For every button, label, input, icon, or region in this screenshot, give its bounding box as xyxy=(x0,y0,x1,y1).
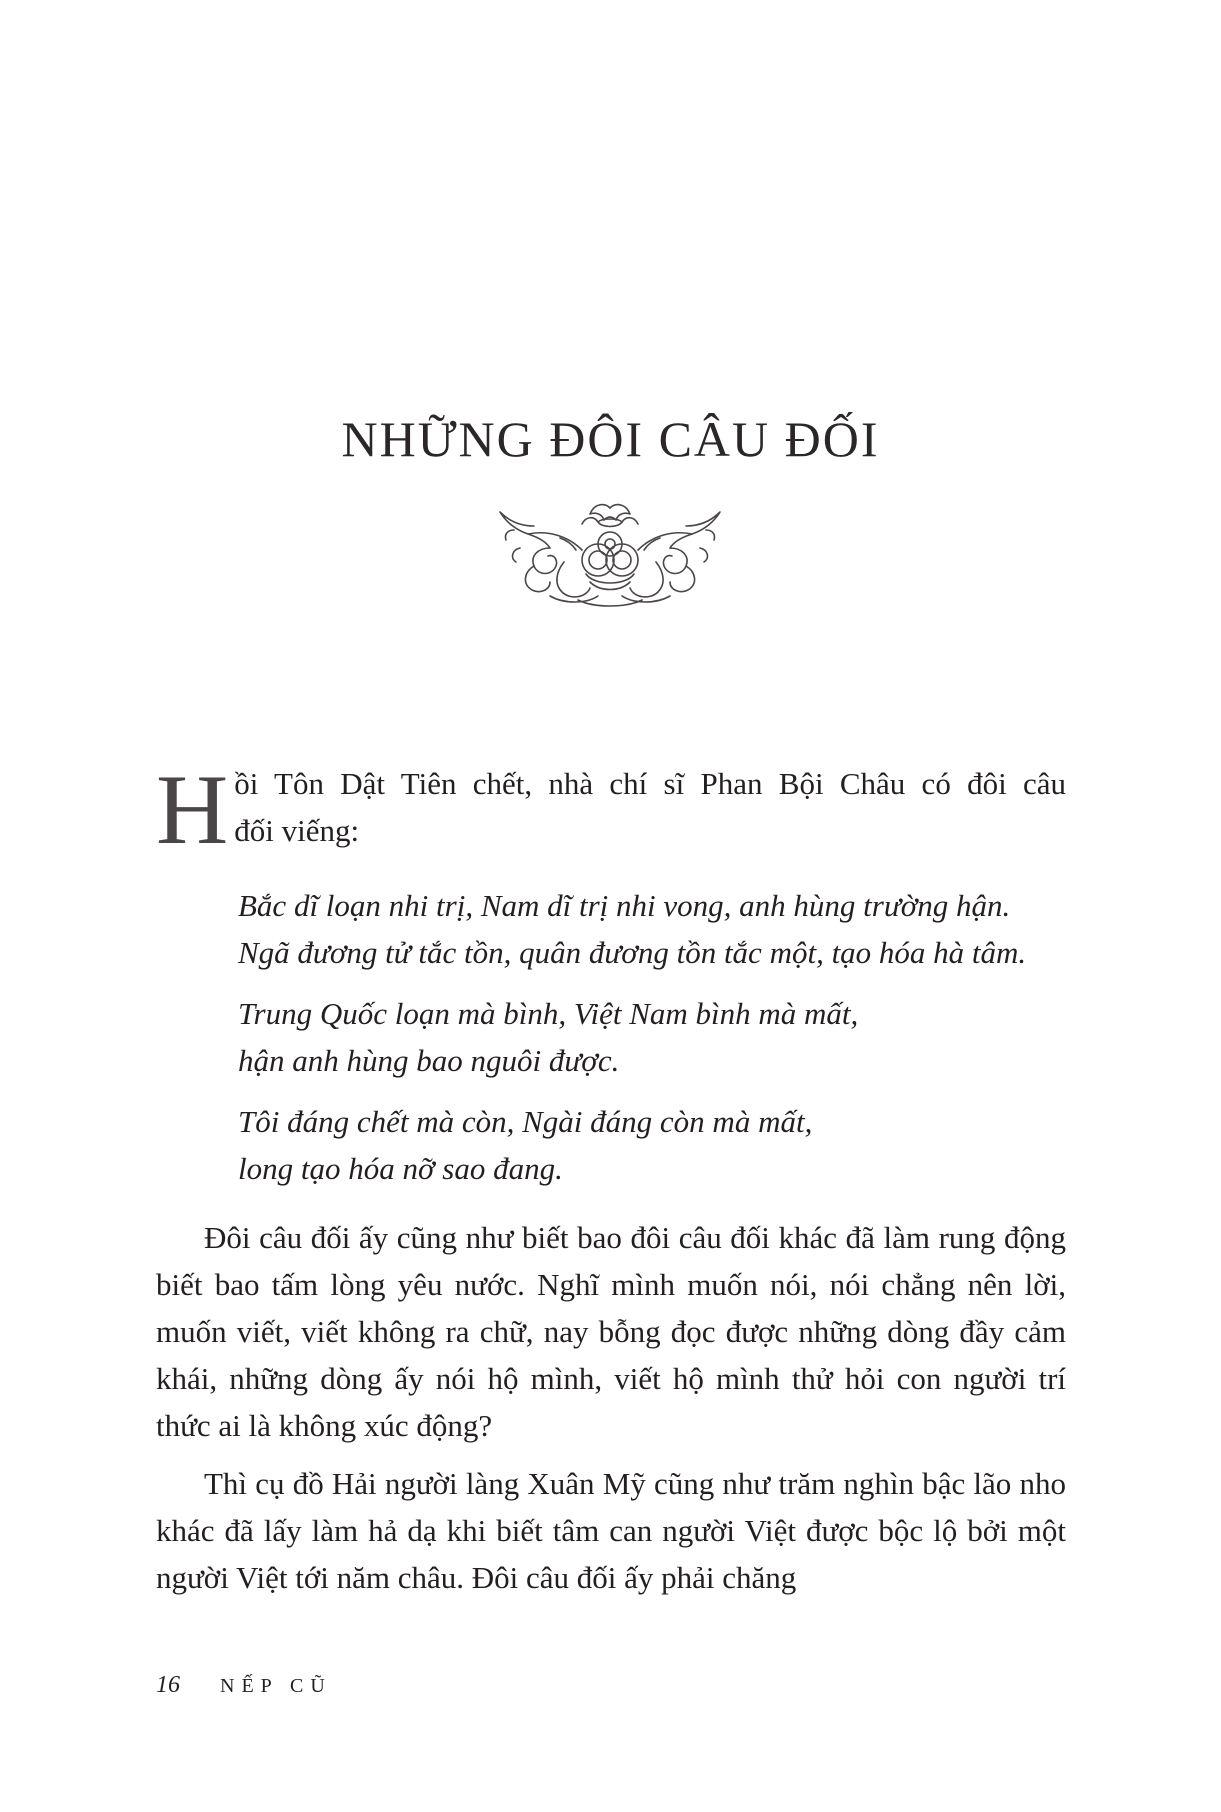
verse-stanza xyxy=(238,1098,1078,1192)
verse-line: Bắc dĩ loạn nhi trị, Nam dĩ trị nhi vong, anh hùng trường hận. xyxy=(238,888,1011,923)
verse-line: Trung Quốc loạn mà bình, Việt Nam bình mà mất, xyxy=(238,996,859,1031)
opening-line-1: ồi Tôn Dật Tiên chết, nhà chí sĩ Phan Bội Châu có đôi câu xyxy=(234,766,1066,801)
verse-stanza xyxy=(238,882,1078,976)
lotus-cloud-ornament-icon xyxy=(494,500,726,610)
chapter-title: NHỮNG ĐÔI CÂU ĐỐI xyxy=(341,411,880,467)
verse-line: long tạo hóa nỡ sao đang. xyxy=(238,1151,563,1186)
body-paragraph: Đôi câu đối ấy cũng như biết bao đôi câu đối khác đã làm rung động biết bao tấm lòng yêu nước. Nghĩ mình muốn nói, nói chẳng nên lời, muốn viết, viết không ra chữ, nay bỗng đọc được những dòng đầy cảm khái, những dòng ấy nói hộ mình, viết hộ mình thử hỏi con người trí thức ai là không xúc động? xyxy=(156,1220,1066,1443)
opening-paragraph xyxy=(156,754,1066,865)
verse-line: Tôi đáng chết mà còn, Ngài đáng còn mà mất, xyxy=(238,1104,813,1139)
verse-line: hận anh hùng bao nguôi được. xyxy=(238,1043,620,1078)
page-footer xyxy=(156,1672,332,1699)
running-title: NẾP CŨ xyxy=(220,1675,332,1697)
body-paragraph: Thì cụ đồ Hải người làng Xuân Mỹ cũng như trăm nghìn bậc lão nho khác đã lấy làm hả dạ khi biết tâm can người Việt được bộc lộ bởi một người Việt tới năm châu. Đôi câu đối ấy phải chăng xyxy=(156,1466,1066,1595)
verse-stanza xyxy=(238,990,1078,1084)
page-number: 16 xyxy=(156,1672,180,1698)
drop-cap: H xyxy=(156,754,229,865)
couplet-verse xyxy=(238,882,1078,1206)
verse-line: Ngã đương tử tắc tồn, quân đương tồn tắc một, tạo hóa hà tâm. xyxy=(238,935,1027,970)
opening-line-2: đối viếng: xyxy=(234,813,360,848)
